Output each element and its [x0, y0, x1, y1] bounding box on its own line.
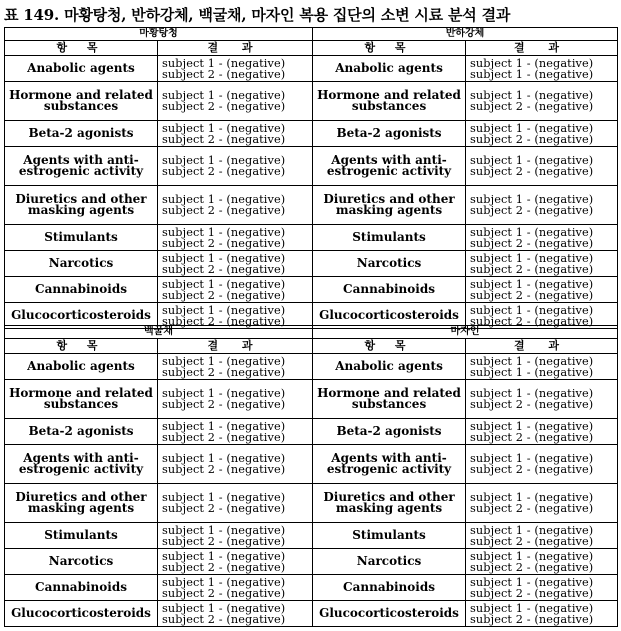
table-row	[5, 56, 618, 82]
result-column-header: 결 과	[158, 339, 313, 354]
table-row	[5, 601, 618, 627]
result-cell	[466, 575, 618, 601]
item-name: Cannabinoids	[5, 575, 158, 601]
result-cell	[158, 56, 313, 82]
result-line: subject 1 - (negative)	[470, 523, 594, 537]
item-name: Glucocorticosteroids	[5, 601, 158, 627]
column-header-row	[5, 41, 618, 56]
result-line: subject 1 - (negative)	[470, 225, 594, 239]
result-line: subject 1 - (negative)	[470, 365, 594, 379]
column-header-row	[5, 339, 618, 354]
section-name: 백굴채	[5, 326, 313, 339]
result-cell	[466, 549, 618, 575]
table-row	[5, 419, 618, 445]
item-name: Agents with anti-estrogenic activity	[5, 147, 158, 186]
result-line: subject 1 - (negative)	[470, 387, 594, 400]
result-line: subject 2 - (negative)	[470, 398, 594, 411]
result-cell	[466, 484, 618, 523]
result-cell	[158, 147, 313, 186]
result-cell	[158, 225, 313, 251]
item-name: Stimulants	[5, 225, 158, 251]
result-line: subject 1 - (negative)	[162, 154, 286, 167]
item-name: Narcotics	[313, 251, 466, 277]
result-line: subject 1 - (negative)	[470, 419, 594, 433]
item-name: Stimulants	[313, 225, 466, 251]
result-cell	[466, 56, 618, 82]
item-column-header: 항 목	[5, 339, 158, 354]
result-cell	[158, 380, 313, 419]
result-cell	[158, 445, 313, 484]
result-cell	[466, 523, 618, 549]
item-name: Diuretics and other masking agents	[313, 186, 466, 225]
table-row	[5, 147, 618, 186]
result-line: subject 1 - (negative)	[470, 154, 594, 167]
result-cell	[466, 251, 618, 277]
item-name: Anabolic agents	[5, 56, 158, 82]
item-name: Beta-2 agonists	[313, 121, 466, 147]
item-name: Beta-2 agonists	[5, 419, 158, 445]
results-table-top	[4, 27, 618, 329]
item-name: Cannabinoids	[313, 575, 466, 601]
result-line: subject 1 - (negative)	[470, 251, 594, 265]
item-name: Anabolic agents	[313, 56, 466, 82]
item-name: Hormone and related substances	[313, 380, 466, 419]
item-name: Diuretics and other masking agents	[5, 484, 158, 523]
result-line: subject 1 - (negative)	[162, 89, 286, 102]
section-name: 반하강체	[313, 28, 618, 41]
result-line: subject 2 - (negative)	[470, 463, 594, 476]
result-line: subject 1 - (negative)	[470, 452, 594, 465]
table-row	[5, 549, 618, 575]
item-column-header: 항 목	[5, 41, 158, 56]
result-line: subject 1 - (negative)	[162, 419, 286, 433]
result-cell	[466, 186, 618, 225]
result-line: subject 2 - (negative)	[470, 100, 594, 113]
result-line: subject 1 - (negative)	[162, 354, 286, 368]
result-cell	[466, 121, 618, 147]
result-line: subject 2 - (negative)	[162, 204, 286, 217]
result-line: subject 2 - (negative)	[470, 165, 594, 178]
result-line: subject 2 - (negative)	[470, 132, 594, 146]
section-header-row	[5, 28, 618, 41]
table-row	[5, 121, 618, 147]
result-line: subject 1 - (negative)	[470, 491, 594, 504]
result-line: subject 1 - (negative)	[162, 452, 286, 465]
result-line: subject 1 - (negative)	[162, 575, 286, 589]
result-line: subject 2 - (negative)	[162, 132, 286, 146]
table-row	[5, 82, 618, 121]
table-row	[5, 380, 618, 419]
result-cell	[158, 601, 313, 627]
result-line: subject 1 - (negative)	[162, 277, 286, 291]
result-line: subject 2 - (negative)	[162, 398, 286, 411]
section-header-row	[5, 326, 618, 339]
item-name: Glucocorticosteroids	[313, 601, 466, 627]
result-line: subject 2 - (negative)	[162, 236, 286, 250]
result-cell	[158, 549, 313, 575]
result-cell	[466, 354, 618, 380]
result-line: subject 2 - (negative)	[162, 100, 286, 113]
result-line: subject 1 - (negative)	[470, 89, 594, 102]
item-name: Beta-2 agonists	[5, 121, 158, 147]
result-line: subject 2 - (negative)	[470, 534, 594, 548]
section-name: 마황탕청	[5, 28, 313, 41]
result-column-header: 결 과	[466, 339, 618, 354]
result-line: subject 2 - (negative)	[470, 612, 594, 626]
result-cell	[158, 277, 313, 303]
result-line: subject 2 - (negative)	[162, 262, 286, 276]
result-line: subject 1 - (negative)	[162, 251, 286, 265]
result-line: subject 1 - (negative)	[162, 56, 286, 70]
result-line: subject 2 - (negative)	[162, 612, 286, 626]
result-line: subject 1 - (negative)	[162, 601, 286, 615]
result-cell	[466, 419, 618, 445]
item-name: Agents with anti-estrogenic activity	[313, 445, 466, 484]
result-line: subject 2 - (negative)	[162, 586, 286, 600]
result-cell	[158, 251, 313, 277]
result-line: subject 2 - (negative)	[470, 502, 594, 515]
item-name: Glucocorticosteroids	[5, 303, 158, 329]
result-cell	[466, 445, 618, 484]
result-cell	[158, 575, 313, 601]
table-row	[5, 277, 618, 303]
result-line: subject 2 - (negative)	[162, 67, 286, 81]
item-name: Narcotics	[313, 549, 466, 575]
item-column-header: 항 목	[313, 41, 466, 56]
item-name: Hormone and related substances	[5, 380, 158, 419]
result-line: subject 2 - (negative)	[470, 204, 594, 217]
item-name: Hormone and related substances	[313, 82, 466, 121]
item-name: Hormone and related substances	[5, 82, 158, 121]
item-name: Stimulants	[5, 523, 158, 549]
result-line: subject 1 - (negative)	[470, 121, 594, 135]
table-row	[5, 523, 618, 549]
result-cell	[158, 82, 313, 121]
item-name: Cannabinoids	[5, 277, 158, 303]
item-column-header: 항 목	[313, 339, 466, 354]
result-line: subject 2 - (negative)	[162, 430, 286, 444]
result-line: subject 1 - (negative)	[470, 575, 594, 589]
table-row	[5, 484, 618, 523]
result-line: subject 2 - (negative)	[162, 534, 286, 548]
item-name: Diuretics and other masking agents	[5, 186, 158, 225]
result-cell	[158, 419, 313, 445]
result-line: subject 1 - (negative)	[470, 354, 594, 368]
result-line: subject 2 - (negative)	[470, 560, 594, 574]
result-cell	[466, 82, 618, 121]
result-line: subject 1 - (negative)	[470, 193, 594, 206]
result-line: subject 1 - (negative)	[162, 549, 286, 563]
item-name: Anabolic agents	[313, 354, 466, 380]
section-name: 마자인	[313, 326, 618, 339]
result-cell	[466, 225, 618, 251]
item-name: Agents with anti-estrogenic activity	[5, 445, 158, 484]
result-line: subject 1 - (negative)	[162, 387, 286, 400]
item-name: Cannabinoids	[313, 277, 466, 303]
result-cell	[158, 354, 313, 380]
result-line: subject 2 - (negative)	[162, 560, 286, 574]
item-name: Stimulants	[313, 523, 466, 549]
result-cell	[466, 147, 618, 186]
table-row	[5, 251, 618, 277]
item-name: Beta-2 agonists	[313, 419, 466, 445]
result-line: subject 1 - (negative)	[470, 601, 594, 615]
result-cell	[466, 601, 618, 627]
result-line: subject 1 - (negative)	[162, 193, 286, 206]
item-name: Anabolic agents	[5, 354, 158, 380]
item-name: Narcotics	[5, 251, 158, 277]
result-line: subject 2 - (negative)	[162, 288, 286, 302]
result-line: subject 1 - (negative)	[470, 67, 594, 81]
result-cell	[158, 523, 313, 549]
result-line: subject 2 - (negative)	[470, 236, 594, 250]
item-name: Narcotics	[5, 549, 158, 575]
result-line: subject 2 - (negative)	[162, 463, 286, 476]
item-name: Agents with anti-estrogenic activity	[313, 147, 466, 186]
result-line: subject 1 - (negative)	[470, 277, 594, 291]
result-line: subject 1 - (negative)	[470, 549, 594, 563]
result-cell	[466, 380, 618, 419]
result-line: subject 2 - (negative)	[162, 502, 286, 515]
result-cell	[158, 121, 313, 147]
table-title: 표 149. 마황탕청, 반하강체, 백굴채, 마자인 복용 집단의 소변 시료 분석 결과	[4, 6, 511, 24]
table-row	[5, 186, 618, 225]
result-line: subject 1 - (negative)	[162, 121, 286, 135]
results-table-bottom	[4, 325, 618, 627]
result-line: subject 2 - (negative)	[162, 165, 286, 178]
result-line: subject 2 - (negative)	[470, 314, 594, 328]
result-line: subject 1 - (negative)	[470, 56, 594, 70]
item-name: Diuretics and other masking agents	[313, 484, 466, 523]
table-row	[5, 445, 618, 484]
result-line: subject 2 - (negative)	[162, 314, 286, 328]
result-column-header: 결 과	[158, 41, 313, 56]
result-line: subject 1 - (negative)	[162, 303, 286, 317]
result-line: subject 2 - (negative)	[162, 365, 286, 379]
result-line: subject 1 - (negative)	[162, 523, 286, 537]
result-line: subject 2 - (negative)	[470, 430, 594, 444]
table-row	[5, 354, 618, 380]
result-line: subject 1 - (negative)	[162, 491, 286, 504]
result-line: subject 2 - (negative)	[470, 288, 594, 302]
result-line: subject 2 - (negative)	[470, 586, 594, 600]
table-row	[5, 225, 618, 251]
result-cell	[158, 186, 313, 225]
result-line: subject 1 - (negative)	[470, 303, 594, 317]
result-cell	[466, 277, 618, 303]
table-row	[5, 575, 618, 601]
result-cell	[158, 484, 313, 523]
result-column-header: 결 과	[466, 41, 618, 56]
item-name: Glucocorticosteroids	[313, 303, 466, 329]
result-line: subject 1 - (negative)	[162, 225, 286, 239]
result-line: subject 2 - (negative)	[470, 262, 594, 276]
